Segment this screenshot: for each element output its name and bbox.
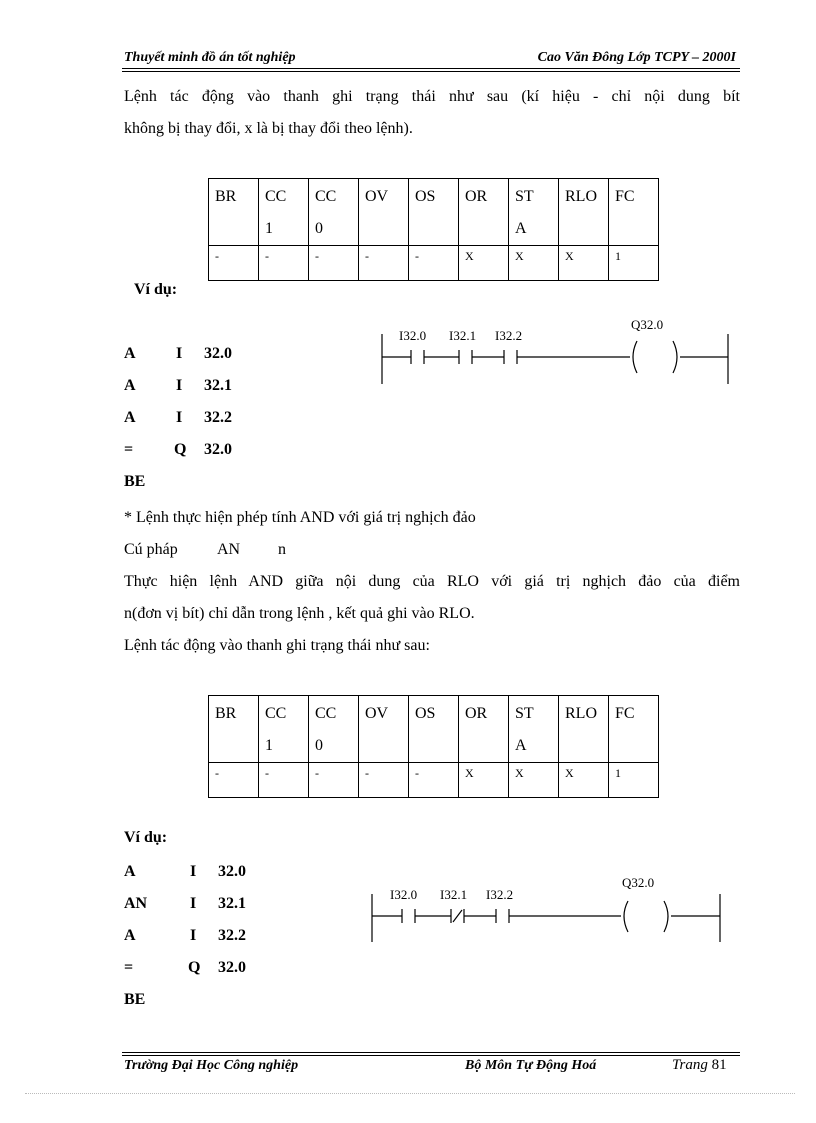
value-cell: X [509,246,559,281]
footer-center: Bộ Môn Tự Động Hoá [465,1058,597,1073]
header-cell: FC [609,696,659,763]
value-cell: X [509,763,559,798]
section-2-desc-1: Thực hiện lệnh AND giữa nội dung của RLO với giá trị nghịch đảo của điểm [124,573,740,590]
header-cell: BR [209,696,259,763]
header-cell: OV [359,179,409,246]
header-cell: RLO [559,696,609,763]
header-cell: ST A [509,179,559,246]
status-register-table-2 [208,695,659,798]
header-cell: BR [209,179,259,246]
value-cell: - [409,763,459,798]
value-cell: - [309,246,359,281]
page-number: Trang 81 [672,1057,727,1073]
value-cell: 1 [609,246,659,281]
value-cell: - [209,763,259,798]
header-cell: OR [459,179,509,246]
header-cell: CC 0 [309,696,359,763]
header-left: Thuyết minh đồ án tốt nghiệp [124,50,296,65]
footer-rule-2 [122,1055,740,1056]
coil-label: Q32.0 [622,875,655,890]
contact-label: I32.1 [449,328,477,343]
value-cell: X [559,246,609,281]
value-cell: 1 [609,763,659,798]
header-cell: CC 0 [309,179,359,246]
value-cell: X [459,246,509,281]
value-cell: - [409,246,459,281]
contact-label: I32.0 [399,328,427,343]
ladder-diagram-2 [365,870,730,950]
value-cell: X [459,763,509,798]
coil-label: Q32.0 [631,317,664,332]
header-cell: FC [609,179,659,246]
status-register-table-1 [208,178,659,281]
value-cell: - [209,246,259,281]
contact-label: I32.0 [390,887,418,902]
section-2-desc-3: Lệnh tác động vào thanh ghi trạng thái như sau: [124,637,430,654]
header-cell: ST A [509,696,559,763]
header-right: Cao Văn Đông Lớp TCPY – 2000I [537,50,736,65]
header-cell: CC 1 [259,696,309,763]
header-cell: OS [409,179,459,246]
syntax-line: Cú pháp AN n [124,541,286,558]
page-edge [25,1093,795,1094]
contact-label: I32.2 [486,887,514,902]
value-cell: X [559,763,609,798]
value-cell: - [359,763,409,798]
footer-rule [122,1052,740,1053]
section-2-desc-2: n(đơn vị bít) chỉ dẫn trong lệnh , kết quả ghi vào RLO. [124,605,475,622]
section-2-title: * Lệnh thực hiện phép tính AND với giá trị nghịch đảo [124,509,476,526]
example-1-label: Ví dụ: [134,281,178,298]
value-cell: - [359,246,409,281]
header-cell: OS [409,696,459,763]
ladder-diagram-1 [375,312,740,392]
contact-label: I32.2 [495,328,523,343]
intro-line-1: Lệnh tác động vào thanh ghi trạng thái như sau (kí hiệu - chỉ nội dung bít [124,88,740,105]
example-2-label: Ví dụ: [124,829,168,846]
header-cell: CC 1 [259,179,309,246]
header-cell: OV [359,696,409,763]
intro-line-2: không bị thay đổi, x là bị thay đổi theo lệnh). [124,120,413,137]
value-cell: - [259,246,309,281]
footer-left: Trường Đại Học Công nghiệp [124,1058,299,1073]
value-cell: - [259,763,309,798]
header-rule [122,68,740,69]
header-cell: OR [459,696,509,763]
value-cell: - [309,763,359,798]
contact-label: I32.1 [440,887,468,902]
header-rule-2 [122,71,740,72]
header-cell: RLO [559,179,609,246]
